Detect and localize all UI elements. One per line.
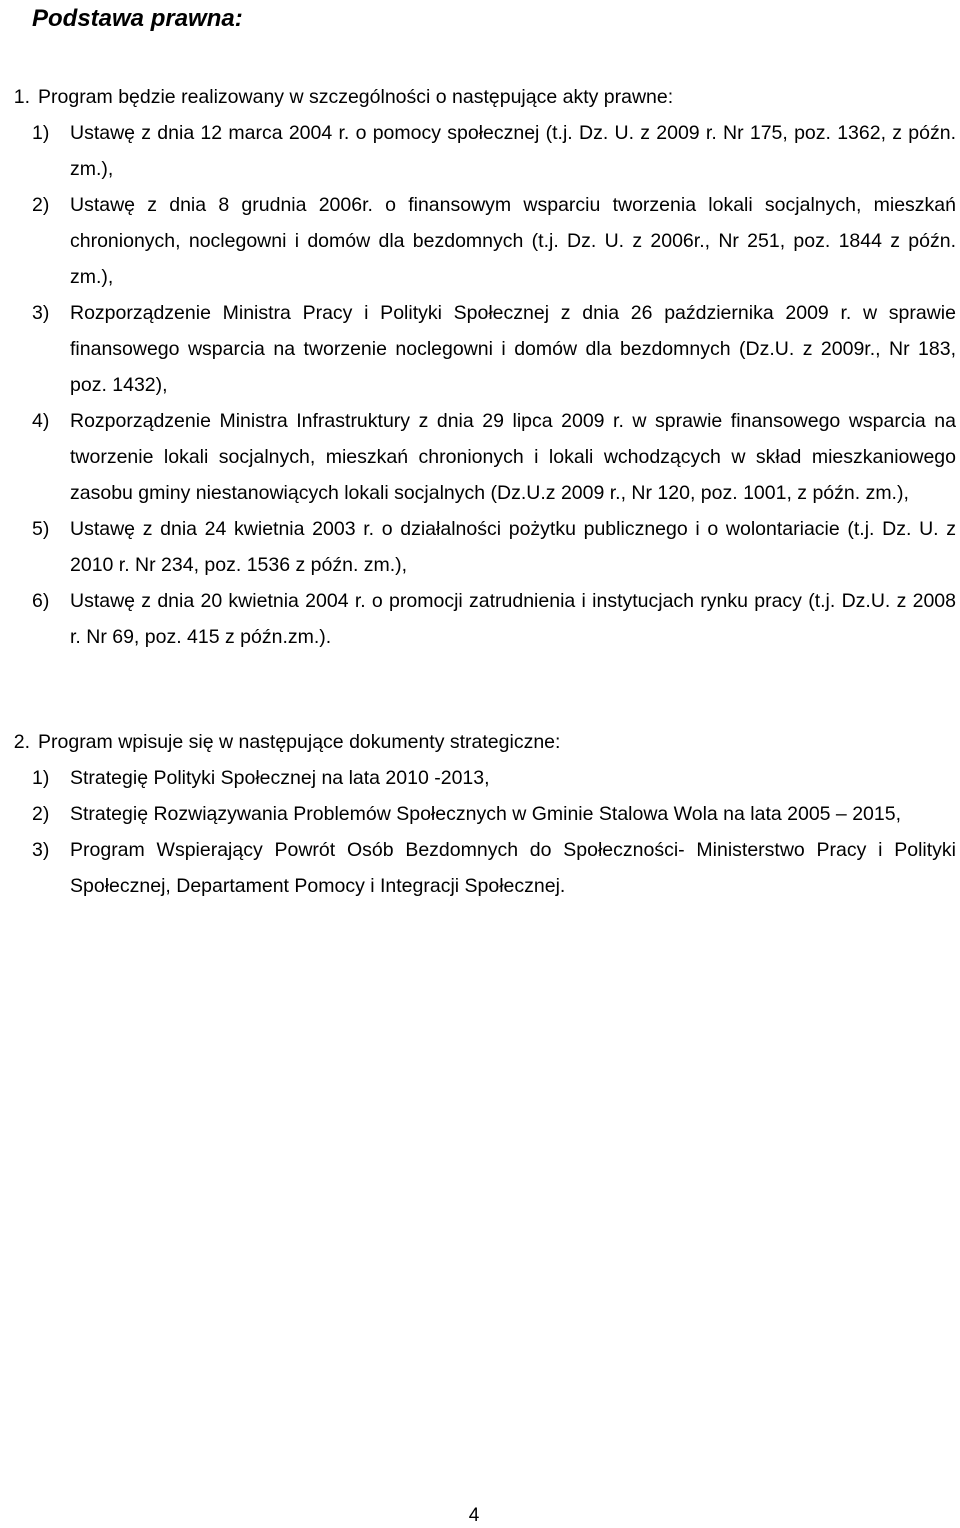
list-item-text: Program Wspierający Powrót Osób Bezdomnych do Społeczności- Ministerstwo Pracy i Polityki Społecznej, Departament Pomocy i Integracji Społecznej. xyxy=(70,839,956,897)
section-number: 1. xyxy=(13,86,30,108)
list-item xyxy=(0,760,960,796)
section-title: Program wpisuje się w następujące dokumenty strategiczne: xyxy=(38,731,561,753)
list-item xyxy=(0,115,960,187)
list-item xyxy=(0,583,960,655)
legal-acts-list xyxy=(0,115,960,655)
list-item xyxy=(0,796,960,832)
section-heading: Podstawa prawna: xyxy=(32,5,243,32)
list-item-text: Ustawę z dnia 24 kwietnia 2003 r. o działalności pożytku publicznego i o wolontariacie (t.j. Dz. U. z 2010 r. Nr 234, poz. 1536 z późn. zm.), xyxy=(70,518,956,576)
list-item-number: 3) xyxy=(32,839,50,861)
list-item-text: Rozporządzenie Ministra Infrastruktury z dnia 29 lipca 2009 r. w sprawie finansowego wsparcia na tworzenie lokali socjalnych, mieszkań chronionych i lokali wchodzących w skład mieszkaniowego zasobu gminy niestanowiących lokali socjalnych (Dz.U.z 2009 r., Nr 120, poz. 1001, z późn. zm.), xyxy=(70,410,956,504)
list-item-number: 5) xyxy=(32,518,50,540)
strategic-documents-list xyxy=(0,760,960,904)
list-item-number: 3) xyxy=(32,302,50,324)
list-item-text: Ustawę z dnia 8 grudnia 2006r. o finansowym wsparciu tworzenia lokali socjalnych, mieszkań chronionych, noclegowni i domów dla bezdomnych (t.j. Dz. U. z 2006r., Nr 251, poz. 1844 z późn. zm.), xyxy=(70,194,956,288)
list-item-number: 2) xyxy=(32,803,50,825)
list-item xyxy=(0,511,960,583)
page-number: 4 xyxy=(468,1505,480,1526)
list-item-number: 4) xyxy=(32,410,50,432)
list-item-number: 1) xyxy=(32,122,50,144)
list-item-text: Ustawę z dnia 12 marca 2004 r. o pomocy społecznej (t.j. Dz. U. z 2009 r. Nr 175, poz. 1362, z późn. zm.), xyxy=(70,122,956,180)
list-item xyxy=(0,403,960,511)
list-item-number: 6) xyxy=(32,590,50,612)
section-number: 2. xyxy=(13,731,30,753)
list-item xyxy=(0,295,960,403)
list-item xyxy=(0,187,960,295)
list-item-text: Rozporządzenie Ministra Pracy i Polityki Społecznej z dnia 26 października 2009 r. w sprawie finansowego wsparcia na tworzenie noclegowni i domów dla bezdomnych (Dz.U. z 2009r., Nr 183, poz. 1432), xyxy=(70,302,956,396)
list-item-number: 1) xyxy=(32,767,50,789)
list-item-text: Strategię Polityki Społecznej na lata 2010 -2013, xyxy=(70,767,490,789)
list-item xyxy=(0,832,960,904)
list-item-number: 2) xyxy=(32,194,50,216)
list-item-text: Ustawę z dnia 20 kwietnia 2004 r. o promocji zatrudnienia i instytucjach rynku pracy (t.j. Dz.U. z 2008 r. Nr 69, poz. 415 z późn.zm.). xyxy=(70,590,956,648)
section-title: Program będzie realizowany w szczególności o następujące akty prawne: xyxy=(38,86,674,108)
list-item-text: Strategię Rozwiązywania Problemów Społecznych w Gminie Stalowa Wola na lata 2005 – 2015, xyxy=(70,803,901,825)
